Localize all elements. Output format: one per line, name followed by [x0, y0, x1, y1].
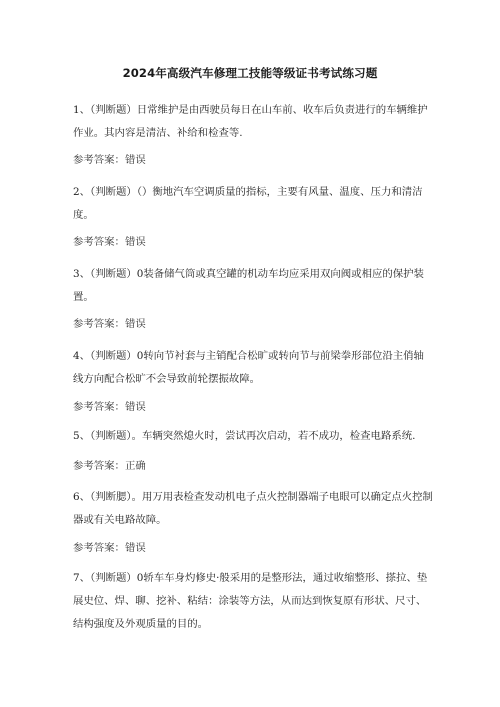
question-number: 7、 — [73, 572, 91, 584]
question-1 — [73, 99, 433, 145]
answer-1: 参考答案：错误 — [73, 154, 146, 166]
answer-4: 参考答案：错误 — [73, 401, 146, 413]
answer-2: 参考答案：错误 — [73, 236, 146, 248]
question-number: 5、 — [73, 430, 91, 442]
question-2 — [73, 181, 433, 227]
question-6 — [73, 486, 433, 532]
question-4 — [73, 345, 433, 391]
question-text: （判断题）0装备储气筒或真空罐的机动车均应采用双向阀或相应的保护装置。 — [73, 268, 424, 303]
question-text: （判断题）（）衡地汽车空调质量的指标，主要有风量、温度、压力和清洁度。 — [73, 186, 423, 221]
question-number: 3、 — [73, 268, 91, 280]
question-text: （判断题）。车辆突然熄火时，尝试再次启动，若不成功，检查电路系统. — [90, 430, 416, 442]
question-3 — [73, 263, 433, 309]
document-title: 2024年高级汽车修理工技能等级证书考试练习题 — [122, 66, 378, 80]
question-number: 2、 — [73, 186, 91, 198]
question-number: 4、 — [73, 350, 91, 362]
question-text: （判断腮）。用万用表检查发动机电子点火控制器端子电眼可以确定点火控制器或有关电路故障。 — [73, 491, 433, 526]
question-text: （判断题）0转向节衬套与主销配合松旷或转向节与前梁拳形部位沿主俏轴线方向配合松旷不会导致前轮摆振故障。 — [73, 350, 424, 385]
question-7 — [73, 567, 433, 635]
question-number: 1、 — [73, 104, 91, 116]
answer-3: 参考答案：错误 — [73, 318, 146, 330]
question-text: （判断题）0轿车车身灼修史·般采用的是整形法，通过收缩整形、搽拉、垫展史位、焊、聊、挖补、粘结：涂装等方法，从而达到恢复原有形状、尺寸、结构强度及外观质量的目的。 — [73, 572, 428, 630]
question-text: （判断题）日常维护是由西驶员每日在山车前、收车后负责进行的车辆维护作业。其内容是清洁、补给和检查等. — [73, 104, 428, 139]
answer-5: 参考答案：正确 — [73, 460, 146, 472]
answer-6: 参考答案：错误 — [73, 542, 146, 554]
question-5 — [73, 425, 433, 448]
question-number: 6、 — [73, 491, 91, 503]
